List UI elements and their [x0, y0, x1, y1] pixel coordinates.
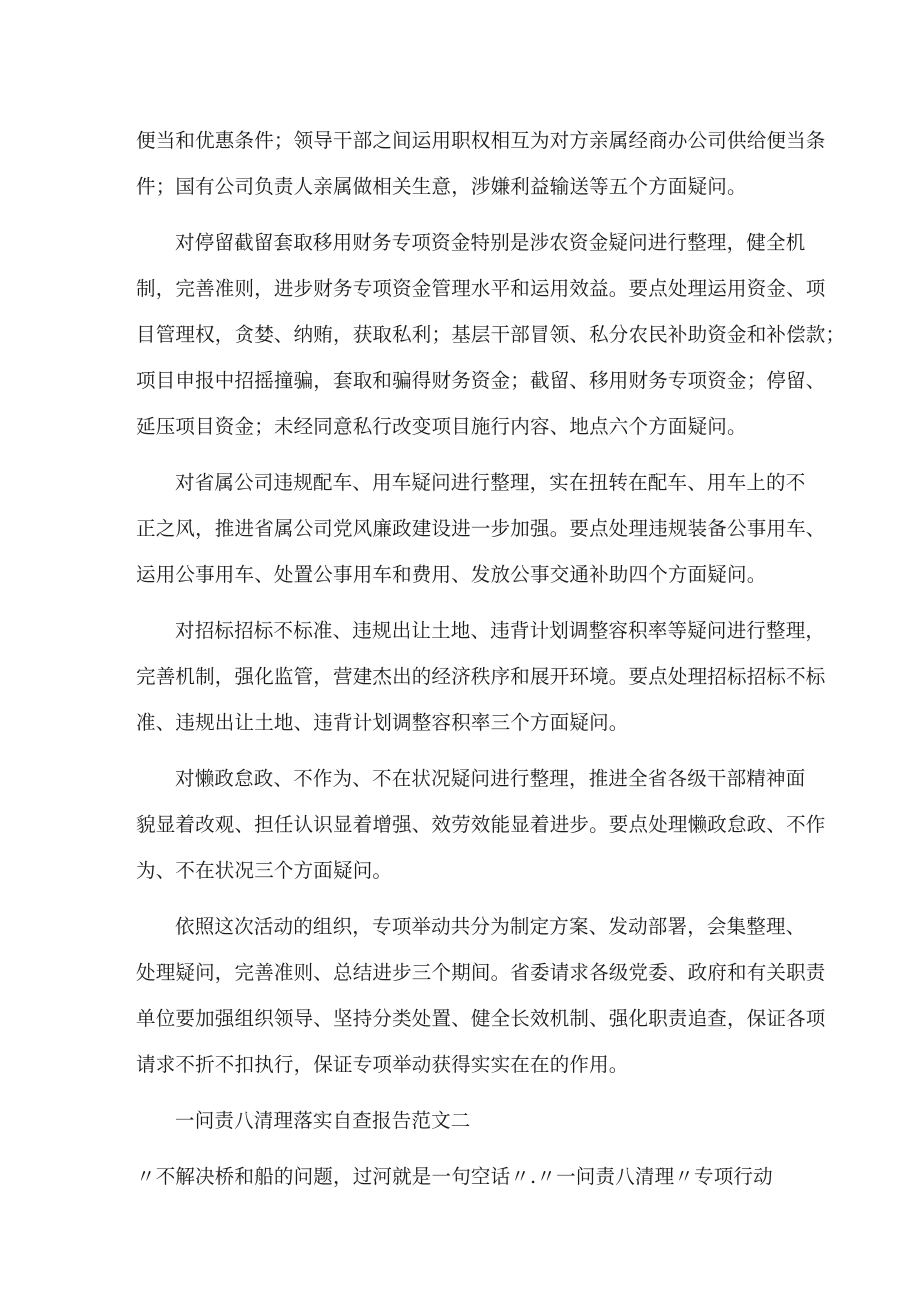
text-line: 对懒政怠政、不作为、不在状况疑问进行整理，推进全省各级干部精神面 [175, 767, 806, 790]
paragraph-5 [136, 756, 826, 894]
paragraph-3 [136, 460, 826, 598]
paragraph-1 [136, 118, 826, 210]
text-line: 运用公事用车、处置公事用车和费用、发放公事交通补助四个方面疑问。 [136, 563, 767, 586]
text-line: 件；国有公司负责人亲属做相关生意，涉嫌利益输送等五个方面疑问。 [136, 175, 747, 198]
text-line: 貌显着改观、担任认识显着增强、效劳效能显着进步。要点处理懒政怠政、不作 [136, 813, 826, 836]
text-line: 完善机制，强化监管，营建杰出的经济秩序和展开环境。要点处理招标招标不标 [136, 665, 826, 688]
text-line: 请求不折不扣执行，保证专项举动获得实实在在的作用。 [136, 1053, 629, 1076]
text-line: 〃不解决桥和船的问题，过河就是一句空话〃.〃一问责八清理〃专项行动 [136, 1165, 773, 1188]
text-line: 项目申报中招摇撞骗，套取和骗得财务资金；截留、移用财务专项资金；停留、 [136, 369, 826, 392]
paragraph-2 [136, 220, 846, 450]
paragraph-6 [136, 904, 826, 1088]
text-line: 准、违规出让土地、违背计划调整容积率三个方面疑问。 [136, 711, 629, 734]
section-heading [136, 1098, 796, 1144]
paragraph-7 [136, 1154, 796, 1200]
paragraph-4 [136, 608, 826, 746]
heading-text: 一问责八清理落实自查报告范文二 [175, 1109, 471, 1132]
text-line: 制，完善准则，进步财务专项资金管理水平和运用效益。要点处理运用资金、项 [136, 277, 826, 300]
text-line: 单位要加强组织领导、坚持分类处置、健全长效机制、强化职责追查，保证各项 [136, 1007, 826, 1030]
text-line: 对停留截留套取移用财务专项资金特别是涉农资金疑问进行整理，健全机 [175, 231, 806, 254]
document-body [136, 118, 846, 1210]
text-line: 便当和优惠条件；领导干部之间运用职权相互为对方亲属经商办公司供给便当条 [136, 129, 826, 152]
text-line: 依照这次活动的组织，专项举动共分为制定方案、发动部署，会集整理、 [175, 915, 806, 938]
text-line: 正之风，推进省属公司党风廉政建设进一步加强。要点处理违规装备公事用车、 [136, 517, 826, 540]
text-line: 对省属公司违规配车、用车疑问进行整理，实在扭转在配车、用车上的不 [175, 471, 806, 494]
text-line: 对招标招标不标准、违规出让土地、违背计划调整容积率等疑问进行整理， [175, 619, 826, 642]
text-line: 目管理权，贪婪、纳贿，获取私利；基层干部冒领、私分农民补助资金和补偿款； [136, 323, 846, 346]
text-line: 延压项目资金；未经同意私行改变项目施行内容、地点六个方面疑问。 [136, 415, 747, 438]
text-line: 为、不在状况三个方面疑问。 [136, 859, 393, 882]
text-line: 处理疑问，完善准则、总结进步三个期间。省委请求各级党委、政府和有关职责 [136, 961, 826, 984]
